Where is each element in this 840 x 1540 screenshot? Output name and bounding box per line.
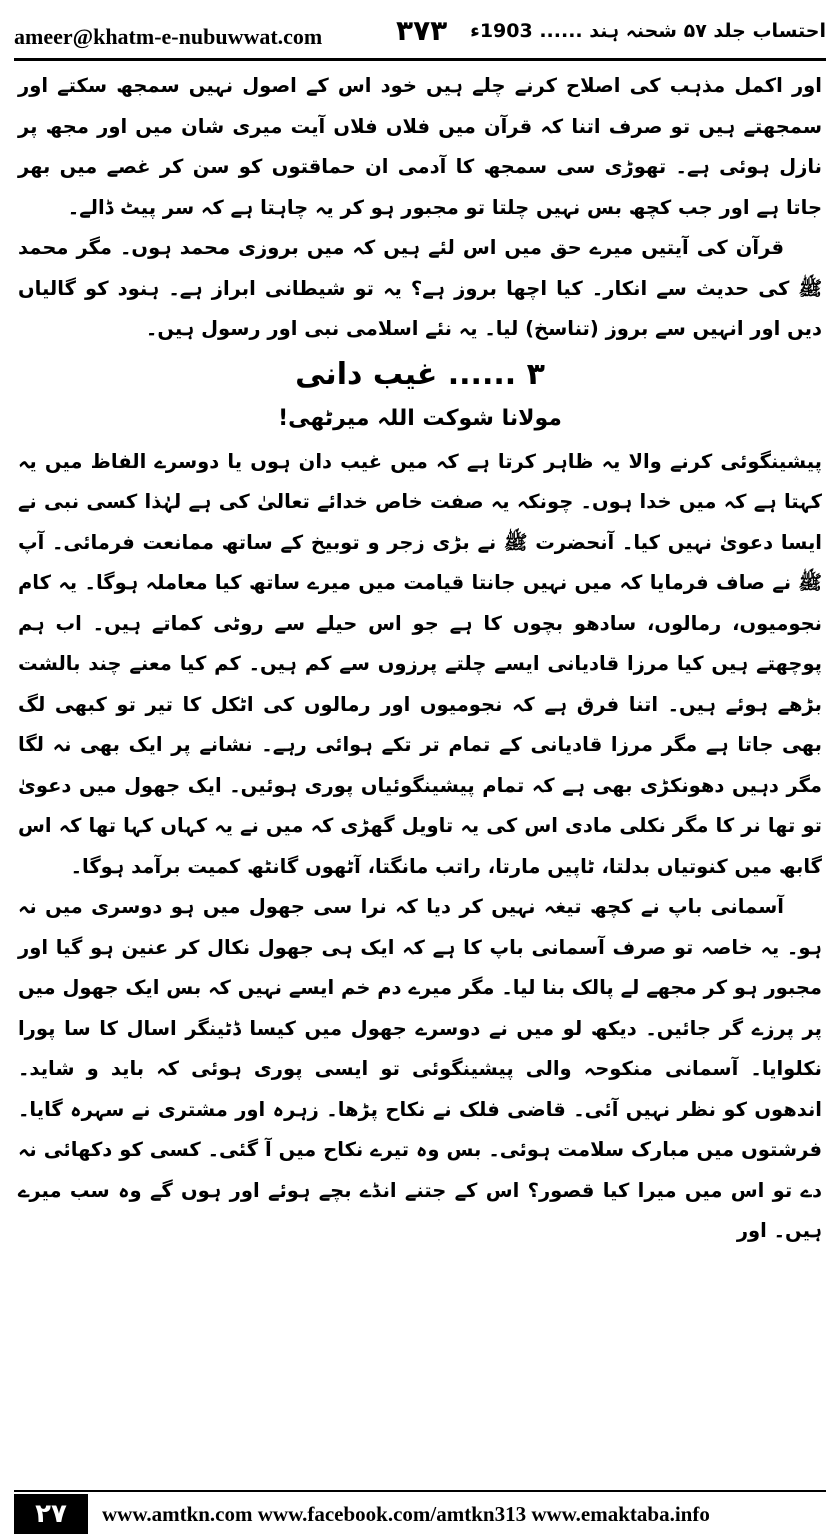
footer-website-links: www.amtkn.com www.facebook.com/amtkn313 www.emaktaba.info: [102, 1502, 710, 1526]
section-author: مولانا شوکت اللہ میرٹھی!: [278, 405, 562, 431]
page-body: [18, 66, 822, 1252]
header-email: ameer@khatm-e-nubuwwat.com: [14, 24, 323, 49]
footer-divider: [14, 1490, 826, 1492]
paragraph-3: پیشینگوئی کرنے والا یہ ظاہر کرتا ہے کہ میں غیب دان ہوں یا دوسرے الفاظ میں یہ کہتا ہے کہ میں خدا ہوں۔ چونکہ یہ صفت خاص خدائے تعالیٰ کی ہے لہٰذا کسی نبی نے ایسا دعویٰ نہیں کیا۔ آنحضرت ﷺ نے بڑی زجر و توبیخ کے ساتھ ممانعت فرمائی۔ آپ ﷺ نے صاف فرمایا کہ میں نہیں جانتا قیامت میں میرے ساتھ کیا معاملہ ہوگا۔ یہ کام نجومیوں، رمالوں، سادھو بچوں کا ہے جو اس حیلے سے روٹی کماتے ہیں۔ اب ہم پوچھتے ہیں کیا مرزا قادیانی ایسے چلتے پرزوں سے کم ہیں۔ کم کیا معنے چند بالشت بڑھے ہوئے ہیں۔ اتنا فرق ہے کہ نجومیوں اور رمالوں کی اٹکل کا تیر تو کبھی لگ بھی جاتا ہے مگر مرزا قادیانی کے تمام تر تکے ہوائی رہے۔ نشانے پر ایک بھی نہ لگا مگر دہیں دھونکڑی بھی ہے کہ تمام پیشینگوئیاں پوری ہوئیں۔ ایک جھول میں دعویٰ تو تھا نر کا مگر نکلی مادی اس کی یہ تاویل گھڑی کہ میں نے یہ کہاں کہا تھا کہ اس گابھ میں کنوتیاں بدلتا، ٹاپیں مارتا، راتب مانگتا، آٹھوں گانٹھ کمیت برآمد ہوگا۔: [18, 449, 822, 878]
paragraph-4: آسمانی باپ نے کچھ تیغہ نہیں کر دیا کہ نرا سی جھول میں ہو دوسری میں نہ ہو۔ یہ خاصہ تو صرف آسمانی باپ کا ہے کہ ایک ہی جھول نکال کر عنین ہو گیا اور مجبور ہو کر مجھے لے پالک بنا لیا۔ مگر میرے دم خم ایسے نہیں کہ بس ایک جھول میں پر پرزے گر جائیں۔ دیکھ لو میں نے دوسرے جھول میں کیسا ڈٹینگر اسال کا سا پورا نکلوایا۔ آسمانی منکوحہ والی پیشینگوئی تو ایسی پوری ہوئی کہ باید و شاید۔ اندھوں کو نظر نہیں آئی۔ قاضی فلک نے نکاح پڑھا۔ زہرہ اور مشتری نے سہرہ گایا۔ فرشتوں میں مبارک سلامت ہوئی۔ بس وہ تیرے نکاح میں آ گئی۔ کسی کو دکھائی نہ دے تو اس میں میرا کیا قصور؟ اس کے جتنے انڈے بچے ہوئے اور ہوں گے وہ سب میرے ہیں۔ اور: [18, 895, 822, 1242]
header-book-title: احتساب جلد ۵۷ شحنہ ہند ...... 1903ء: [470, 20, 826, 42]
header-page-number: ۳۷۳: [396, 14, 448, 47]
header-divider: [14, 58, 826, 61]
paragraph-2: قرآن کی آیتیں میرے حق میں اس لئے ہیں کہ میں بروزی محمد ہوں۔ مگر محمد ﷺ کی حدیث سے انکار۔ کیا اچھا بروز ہے؟ یہ تو شیطانی ابراز ہے۔ ہنود کو گالیاں دیں اور انہیں سے بروز (تناسخ) لیا۔ یہ نئے اسلامی نبی اور رسول ہیں۔: [18, 236, 822, 340]
paragraph-1: اور اکمل مذہب کی اصلاح کرنے چلے ہیں خود اس کے اصول نہیں سمجھ سکتے اور سمجھتے ہیں تو صرف اتنا کہ قرآن میں فلاں فلاں آیت میری شان میں اور مجھ پر نازل ہوئی ہے۔ تھوڑی سی سمجھ کا آدمی ان حماقتوں کو سن کر غصے میں بھر جاتا ہے اور جب کچھ بس نہیں چلتا تو مجبور ہو کر یہ چاہتا ہے کہ سر پیٹ ڈالے۔: [18, 74, 822, 219]
footer-page-number: ۲۷: [14, 1494, 88, 1534]
section-heading: ۳ ...... غیب دانی: [295, 356, 545, 392]
page-footer: [14, 1494, 826, 1534]
page-header: [14, 10, 826, 56]
